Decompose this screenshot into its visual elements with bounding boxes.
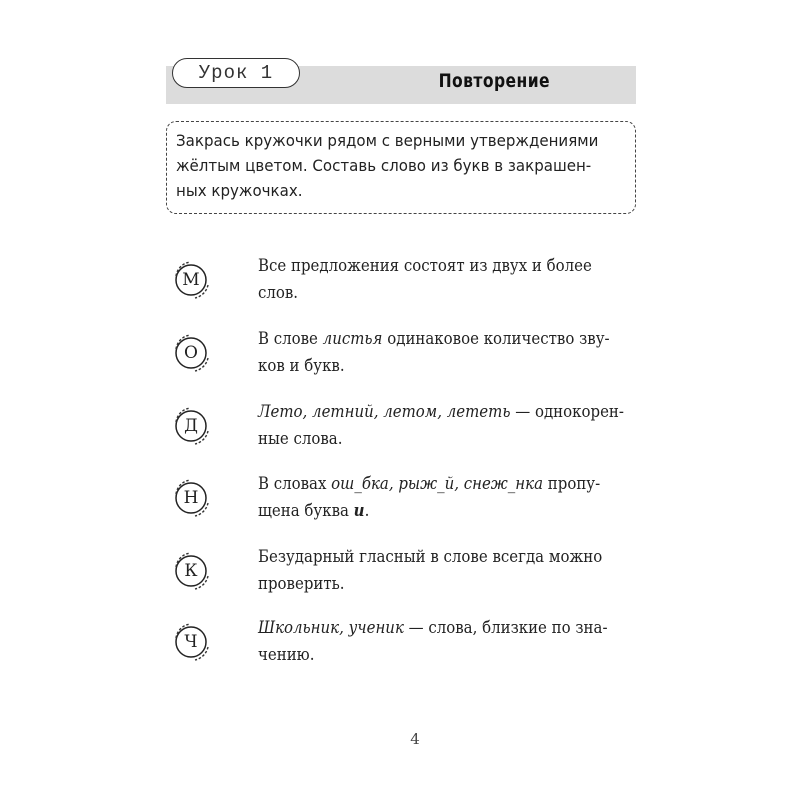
text-segment: — слова, близкие по зна- — [403, 618, 608, 638]
text-segment: — однокорен- — [510, 402, 624, 422]
statement-line — [258, 326, 621, 353]
answer-circle[interactable] — [170, 550, 212, 592]
statement-line — [258, 353, 621, 380]
answer-circle[interactable] — [170, 332, 212, 374]
circle-letter: К — [184, 561, 198, 581]
statement-item — [160, 618, 640, 681]
text-segment: Все предложения состоят из двух и более — [258, 256, 592, 276]
text-segment: . — [364, 501, 370, 521]
text-segment: слов. — [258, 283, 299, 303]
circle-letter: О — [184, 343, 198, 363]
statement-item — [160, 329, 640, 392]
statement-text — [258, 399, 670, 453]
instruction-line: жёлтым цветом. Составь слово из букв в закрашен- — [176, 156, 592, 175]
circle-letter: Д — [184, 416, 198, 436]
statement-line — [258, 571, 621, 598]
statement-text — [258, 615, 670, 669]
statement-line — [258, 642, 621, 669]
emphasized-word: листья — [322, 329, 383, 349]
statement-text — [258, 544, 670, 598]
instruction-box — [166, 121, 636, 214]
statement-line — [258, 544, 621, 571]
text-segment: проверить. — [258, 574, 345, 594]
statement-line — [258, 498, 621, 525]
emphasized-word: Школьник, ученик — [258, 618, 404, 638]
circle-letter: Ч — [184, 632, 198, 652]
instruction-line: Закрась кружочки рядом с верными утверждениями — [176, 131, 599, 150]
statement-text — [258, 326, 670, 380]
statement-line — [258, 253, 621, 280]
text-segment: В словах — [258, 474, 332, 494]
statement-line — [258, 426, 621, 453]
text-segment: ные слова. — [258, 429, 343, 449]
statement-item — [160, 256, 640, 319]
text-segment: пропу- — [543, 474, 601, 494]
answer-circle[interactable] — [170, 621, 212, 663]
page-title: Повторение — [438, 70, 550, 92]
answer-circle[interactable] — [170, 477, 212, 519]
emphasized-word: и — [353, 501, 365, 521]
page-number: 4 — [410, 730, 420, 748]
statement-line — [258, 399, 624, 426]
statement-line — [258, 471, 621, 498]
answer-circle[interactable] — [170, 259, 212, 301]
statement-item — [160, 402, 640, 465]
text-segment: Безударный гласный в слове всегда можно — [258, 547, 603, 567]
instruction-line: ных кружочках. — [176, 181, 303, 200]
answer-circle[interactable] — [170, 405, 212, 447]
statement-line — [258, 615, 621, 642]
statement-item — [160, 474, 640, 537]
circle-letter: М — [182, 270, 200, 290]
text-segment: В слове — [258, 329, 323, 349]
statement-text — [258, 471, 670, 525]
statement-line — [258, 280, 621, 307]
statement-text — [258, 253, 670, 307]
circle-letter: Н — [183, 488, 199, 508]
text-segment: ков и букв. — [258, 356, 345, 376]
statement-item — [160, 547, 640, 610]
emphasized-word: Лето, летний, летом, лететь — [258, 402, 511, 422]
lesson-label: Урок 1 — [172, 58, 300, 88]
text-segment: чению. — [258, 645, 315, 665]
emphasized-word: ош_бка, рыж_й, снеж_нка — [331, 474, 544, 494]
text-segment: одинаковое количество зву- — [382, 329, 610, 349]
text-segment: щена буква — [258, 501, 354, 521]
